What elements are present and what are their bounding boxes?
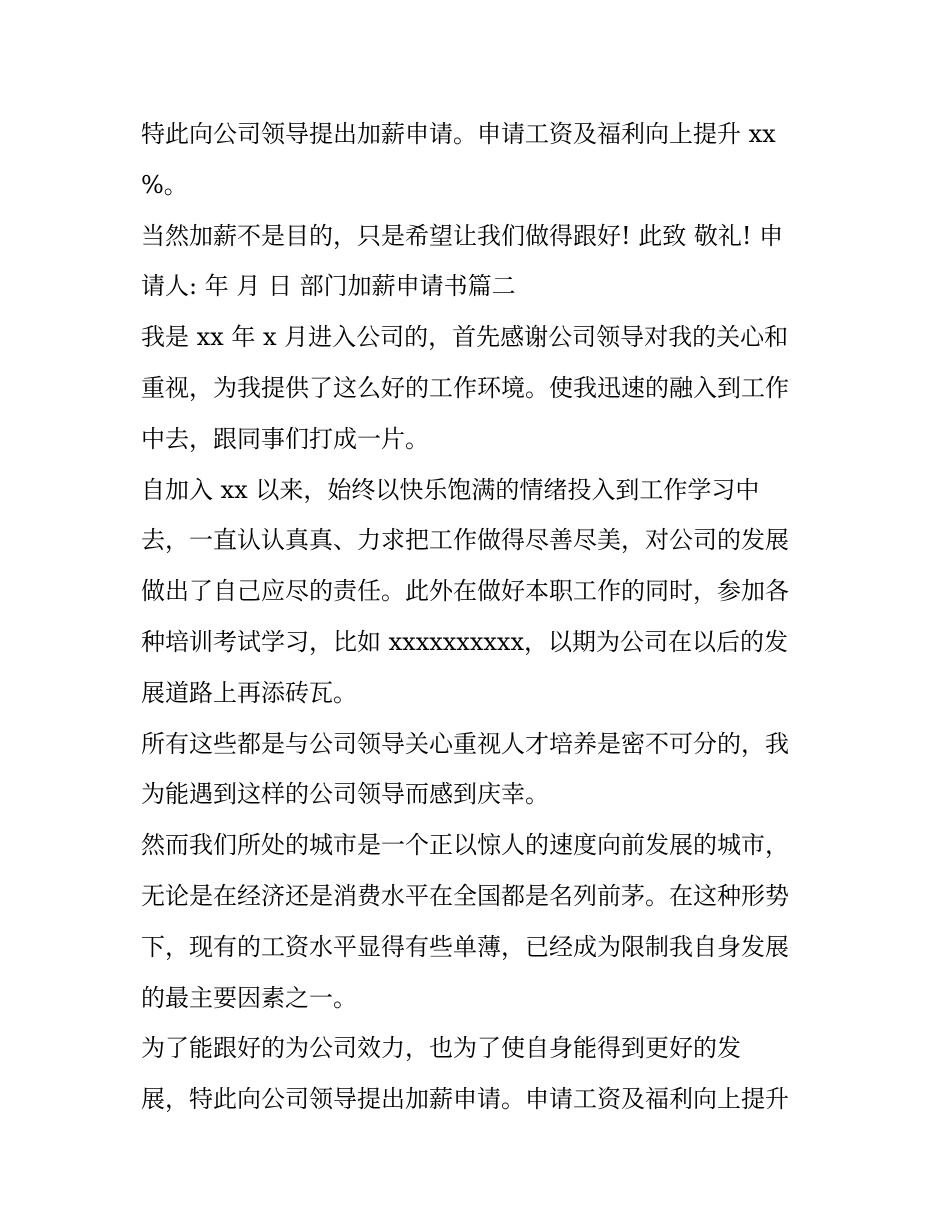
text-line: 无论是在经济还是消费水平在全国都是名列前茅。在这种形势	[141, 881, 789, 910]
text-line: 为能遇到这样的公司领导而感到庆幸。	[141, 780, 549, 809]
text-line: 重视，为我提供了这么好的工作环境。使我迅速的融入到工作	[141, 373, 789, 402]
text-line: 所有这些都是与公司领导关心重视人才培养是密不可分的，我	[141, 729, 789, 758]
text-line: 请人: 年 月 日 部门加薪申请书篇二	[141, 272, 516, 301]
text-line: 为了能跟好的为公司效力，也为了使自身能得到更好的发	[141, 1034, 741, 1063]
text-line: 当然加薪不是目的，只是希望让我们做得跟好! 此致 敬礼! 申	[141, 221, 784, 250]
text-line: 特此向公司领导提出加薪申请。申请工资及福利向上提升 xx	[141, 120, 776, 148]
text-line: 展，特此向公司领导提出加薪申请。申请工资及福利向上提升	[141, 1085, 789, 1114]
text-line: %。	[141, 170, 188, 199]
text-line: 做出了自己应尽的责任。此外在做好本职工作的同时，参加各	[141, 577, 789, 606]
text-line: 种培训考试学习，比如 xxxxxxxxxx，以期为公司在以后的发	[141, 627, 788, 656]
text-line: 自加入 xx 以来，始终以快乐饱满的情绪投入到工作学习中	[141, 475, 760, 504]
text-line: 然而我们所处的城市是一个正以惊人的速度向前发展的城市，	[141, 831, 789, 860]
text-line: 我是 xx 年 x 月进入公司的，首先感谢公司领导对我的关心和	[141, 323, 789, 352]
document-body	[141, 109, 821, 1125]
text-line: 中去，跟同事们打成一片。	[141, 424, 429, 453]
text-line: 的最主要因素之一。	[141, 983, 357, 1012]
text-line: 去，一直认认真真、力求把工作做得尽善尽美，对公司的发展	[141, 526, 789, 555]
text-line: 展道路上再添砖瓦。	[141, 678, 357, 707]
text-line: 下，现有的工资水平显得有些单薄，已经成为限制我自身发展	[141, 932, 789, 961]
